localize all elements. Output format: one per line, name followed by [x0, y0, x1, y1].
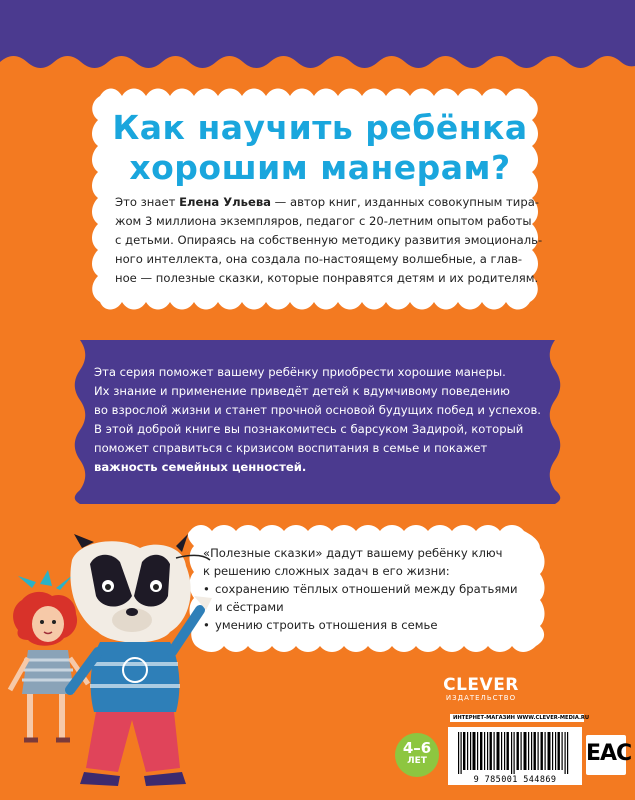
intro-line-1 [115, 193, 539, 212]
benefit-item-2: • умению строить отношения в семье [203, 616, 533, 634]
intro-line-1-pre: Это знает [115, 195, 180, 209]
barcode-bars [458, 732, 572, 774]
age-range: 4–6 [402, 739, 432, 757]
headline [95, 108, 545, 188]
intro-line-4: ного интеллекта, она создала по-настоящему волшебные, а глав- [115, 252, 523, 266]
series-line-5: поможет справиться с кризисом воспитания в семье и покажет [94, 441, 488, 455]
benefits-line-2: к решению сложных задач в его жизни: [203, 564, 450, 578]
author-intro-text [115, 193, 543, 288]
publisher-brand: CLEVER [443, 675, 519, 695]
series-line-1: Эта серия поможет вашему ребёнку приобрести хорошие манеры. [94, 365, 506, 379]
benefits-line-1: «Полезные сказки» дадут вашему ребёнку ключ [203, 546, 503, 560]
publisher-sub: ИЗДАТЕЛЬСТВО [445, 694, 517, 702]
series-line-3: во взрослой жизни и станет прочной основой будущих побед и успехов. [94, 403, 541, 417]
benefit-item-1: • сохранению тёплых отношений между братьями [203, 580, 533, 598]
isbn-digits: 9 785001 544869 [473, 775, 557, 785]
headline-line-2: хорошим манерам? [129, 148, 511, 187]
publisher-logo [438, 676, 524, 703]
benefits-text [203, 544, 533, 634]
series-line-2: Их знание и применение приведёт детей к вдумчивому поведению [94, 384, 510, 398]
headline-line-1: Как научить ребёнка [112, 108, 528, 147]
intro-line-5: ное — полезные сказки, которые понравятся детям и их родителям. [115, 271, 539, 285]
eac-mark-text: EAC [586, 741, 632, 766]
benefit-item-1-cont: и сёстрами [215, 600, 284, 614]
series-line-6 [94, 458, 539, 477]
age-badge [395, 733, 439, 777]
author-name: Елена Ульева [179, 195, 271, 209]
series-line-4: В этой доброй книге вы познакомитесь с барсуком Задирой, который [94, 422, 524, 436]
eac-mark [586, 735, 632, 775]
isbn-barcode [448, 727, 582, 785]
intro-line-2: жом 3 миллиона экземпляров, педагог с 20-летним опытом работы [115, 214, 532, 228]
shop-url: ИНТЕРНЕТ-МАГАЗИН WWW.CLEVER-MEDIA.RU [450, 714, 584, 722]
intro-line-1-post: — автор книг, изданных совокупным тира- [271, 195, 539, 209]
series-description-text [94, 363, 539, 477]
family-values-emphasis: важность семейных ценностей. [94, 460, 307, 474]
age-unit: ЛЕТ [407, 756, 427, 766]
intro-line-3: с детьми. Опираясь на собственную методику развития эмоциональ- [115, 233, 543, 247]
